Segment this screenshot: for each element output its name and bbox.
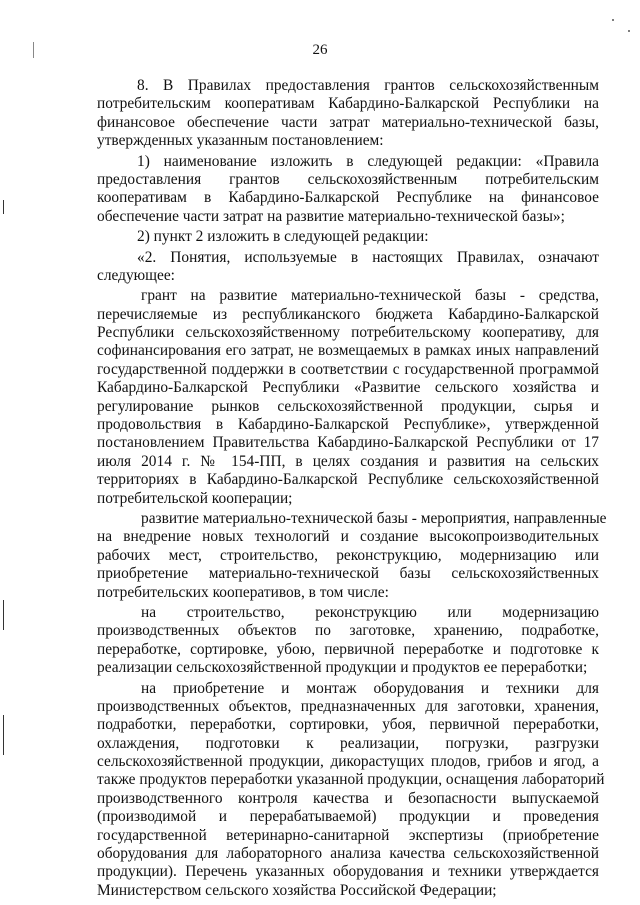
text-line: государственной ветеринарно-санитарной экспертизы (приобретение	[97, 826, 599, 844]
text-line: 8. В Правилах предоставления грантов сельскохозяйственным	[137, 77, 599, 94]
text-line: развитие материально-технической базы - мероприятия, направленные	[141, 509, 607, 527]
scan-mark	[3, 600, 4, 630]
text-line: переработке, сортировке, убою, первичной переработке и подготовке к	[97, 640, 599, 658]
text-line: производственного контроля качества и безопасности выпускаемой	[97, 789, 599, 807]
text-line: постановлением Правительства Кабардино-Балкарской Республики от 17	[97, 434, 599, 452]
text-line: производственных объектов по заготовке, хранению, подработке,	[97, 622, 599, 640]
document-body	[97, 77, 607, 900]
text-line: 2) пункт 2 изложить в следующей редакции:	[137, 228, 429, 246]
scan-mark	[3, 200, 4, 214]
text-line: утвержденных указанным постановлением:	[97, 132, 384, 150]
text-line: сельскохозяйственной продукции, дикорастущих плодов, грибов и ягод, а	[97, 753, 599, 771]
text-line: продовольствия в Кабардино-Балкарской Республике», утвержденной	[97, 416, 599, 434]
text-line: на приобретение и монтаж оборудования и техники для	[141, 679, 599, 697]
text-line: софинансирования его затрат, не возмещаемых в рамках иных направлений	[97, 342, 599, 360]
text-line: Кабардино-Балкарской Республики «Развитие сельского хозяйства и	[97, 379, 599, 397]
text-line: на строительство, реконструкцию или модернизацию	[141, 603, 599, 621]
text-line: 1) наименование изложить в следующей редакции: «Правила	[137, 152, 599, 170]
text-line: следующее:	[97, 266, 175, 284]
page-number: 26	[312, 42, 328, 58]
text-line: производственных объектов, предназначенных для заготовки, хранения,	[97, 697, 599, 715]
text-line: подработки, переработки, сортировки, убоя, первичной переработки,	[97, 716, 599, 734]
text-line: потребительских кооперативов, в том числе:	[97, 583, 389, 601]
text-line: потребительским кооперативам Кабардино-Балкарской Республики на	[97, 95, 599, 113]
text-line: оборудования для лабораторного анализа качества сельскохозяйственной	[97, 845, 599, 863]
text-line: «2. Понятия, используемые в настоящих Правилах, означают	[137, 248, 599, 266]
text-line: июля 2014 г. № 154-ПП, в целях создания и развития на сельских	[97, 452, 599, 470]
text-line: также продуктов переработки указанной продукции, оснащения лабораторий	[97, 771, 605, 789]
text-line: Республики сельскохозяйственному потребительскому кооперативу, для	[97, 324, 599, 342]
scan-speck	[628, 30, 630, 32]
text-line: приобретение материально-технической базы сельскохозяйственных	[97, 565, 599, 583]
text-line: охлаждения, подготовки к реализации, погрузки, разгрузки	[97, 734, 599, 752]
text-line: (производимой и перерабатываемой) продукции и проведения	[97, 808, 599, 826]
scan-mark	[33, 42, 34, 58]
text-line: государственной поддержки в соответствии с государственной программой	[97, 360, 599, 378]
text-line: продукции). Перечень указанных оборудования и техники утверждается	[97, 863, 599, 881]
scan-mark	[3, 715, 4, 755]
text-line: обеспечение части затрат на развитие материально-технической базы»;	[97, 207, 565, 225]
text-line: реализации сельскохозяйственной продукции и продуктов ее переработки;	[97, 659, 588, 677]
text-line: перечисляемые из республиканского бюджета Кабардино-Балкарской	[97, 305, 599, 323]
text-line: территориях в Кабардино-Балкарской Республике сельскохозяйственной	[97, 471, 599, 489]
text-line: регулирование рынков сельскохозяйственной продукции, сырья и	[97, 397, 599, 415]
scan-speck	[612, 19, 614, 21]
text-line: кооперативам в Кабардино-Балкарской Республике на финансовое	[97, 189, 599, 207]
text-line: потребительской кооперации;	[97, 489, 293, 507]
text-line: финансовое обеспечение части затрат материально-технической базы,	[97, 113, 599, 131]
text-line: грант на развитие материально-технической базы - средства,	[141, 287, 599, 305]
text-line: предоставления грантов сельскохозяйственным потребительским	[97, 170, 599, 188]
text-line: Министерством сельского хозяйства Российской Федерации;	[97, 881, 497, 899]
text-line: рабочих мест, строительство, реконструкцию, модернизацию или	[97, 546, 599, 564]
text-line: на внедрение новых технологий и создание высокопроизводительных	[97, 528, 599, 546]
